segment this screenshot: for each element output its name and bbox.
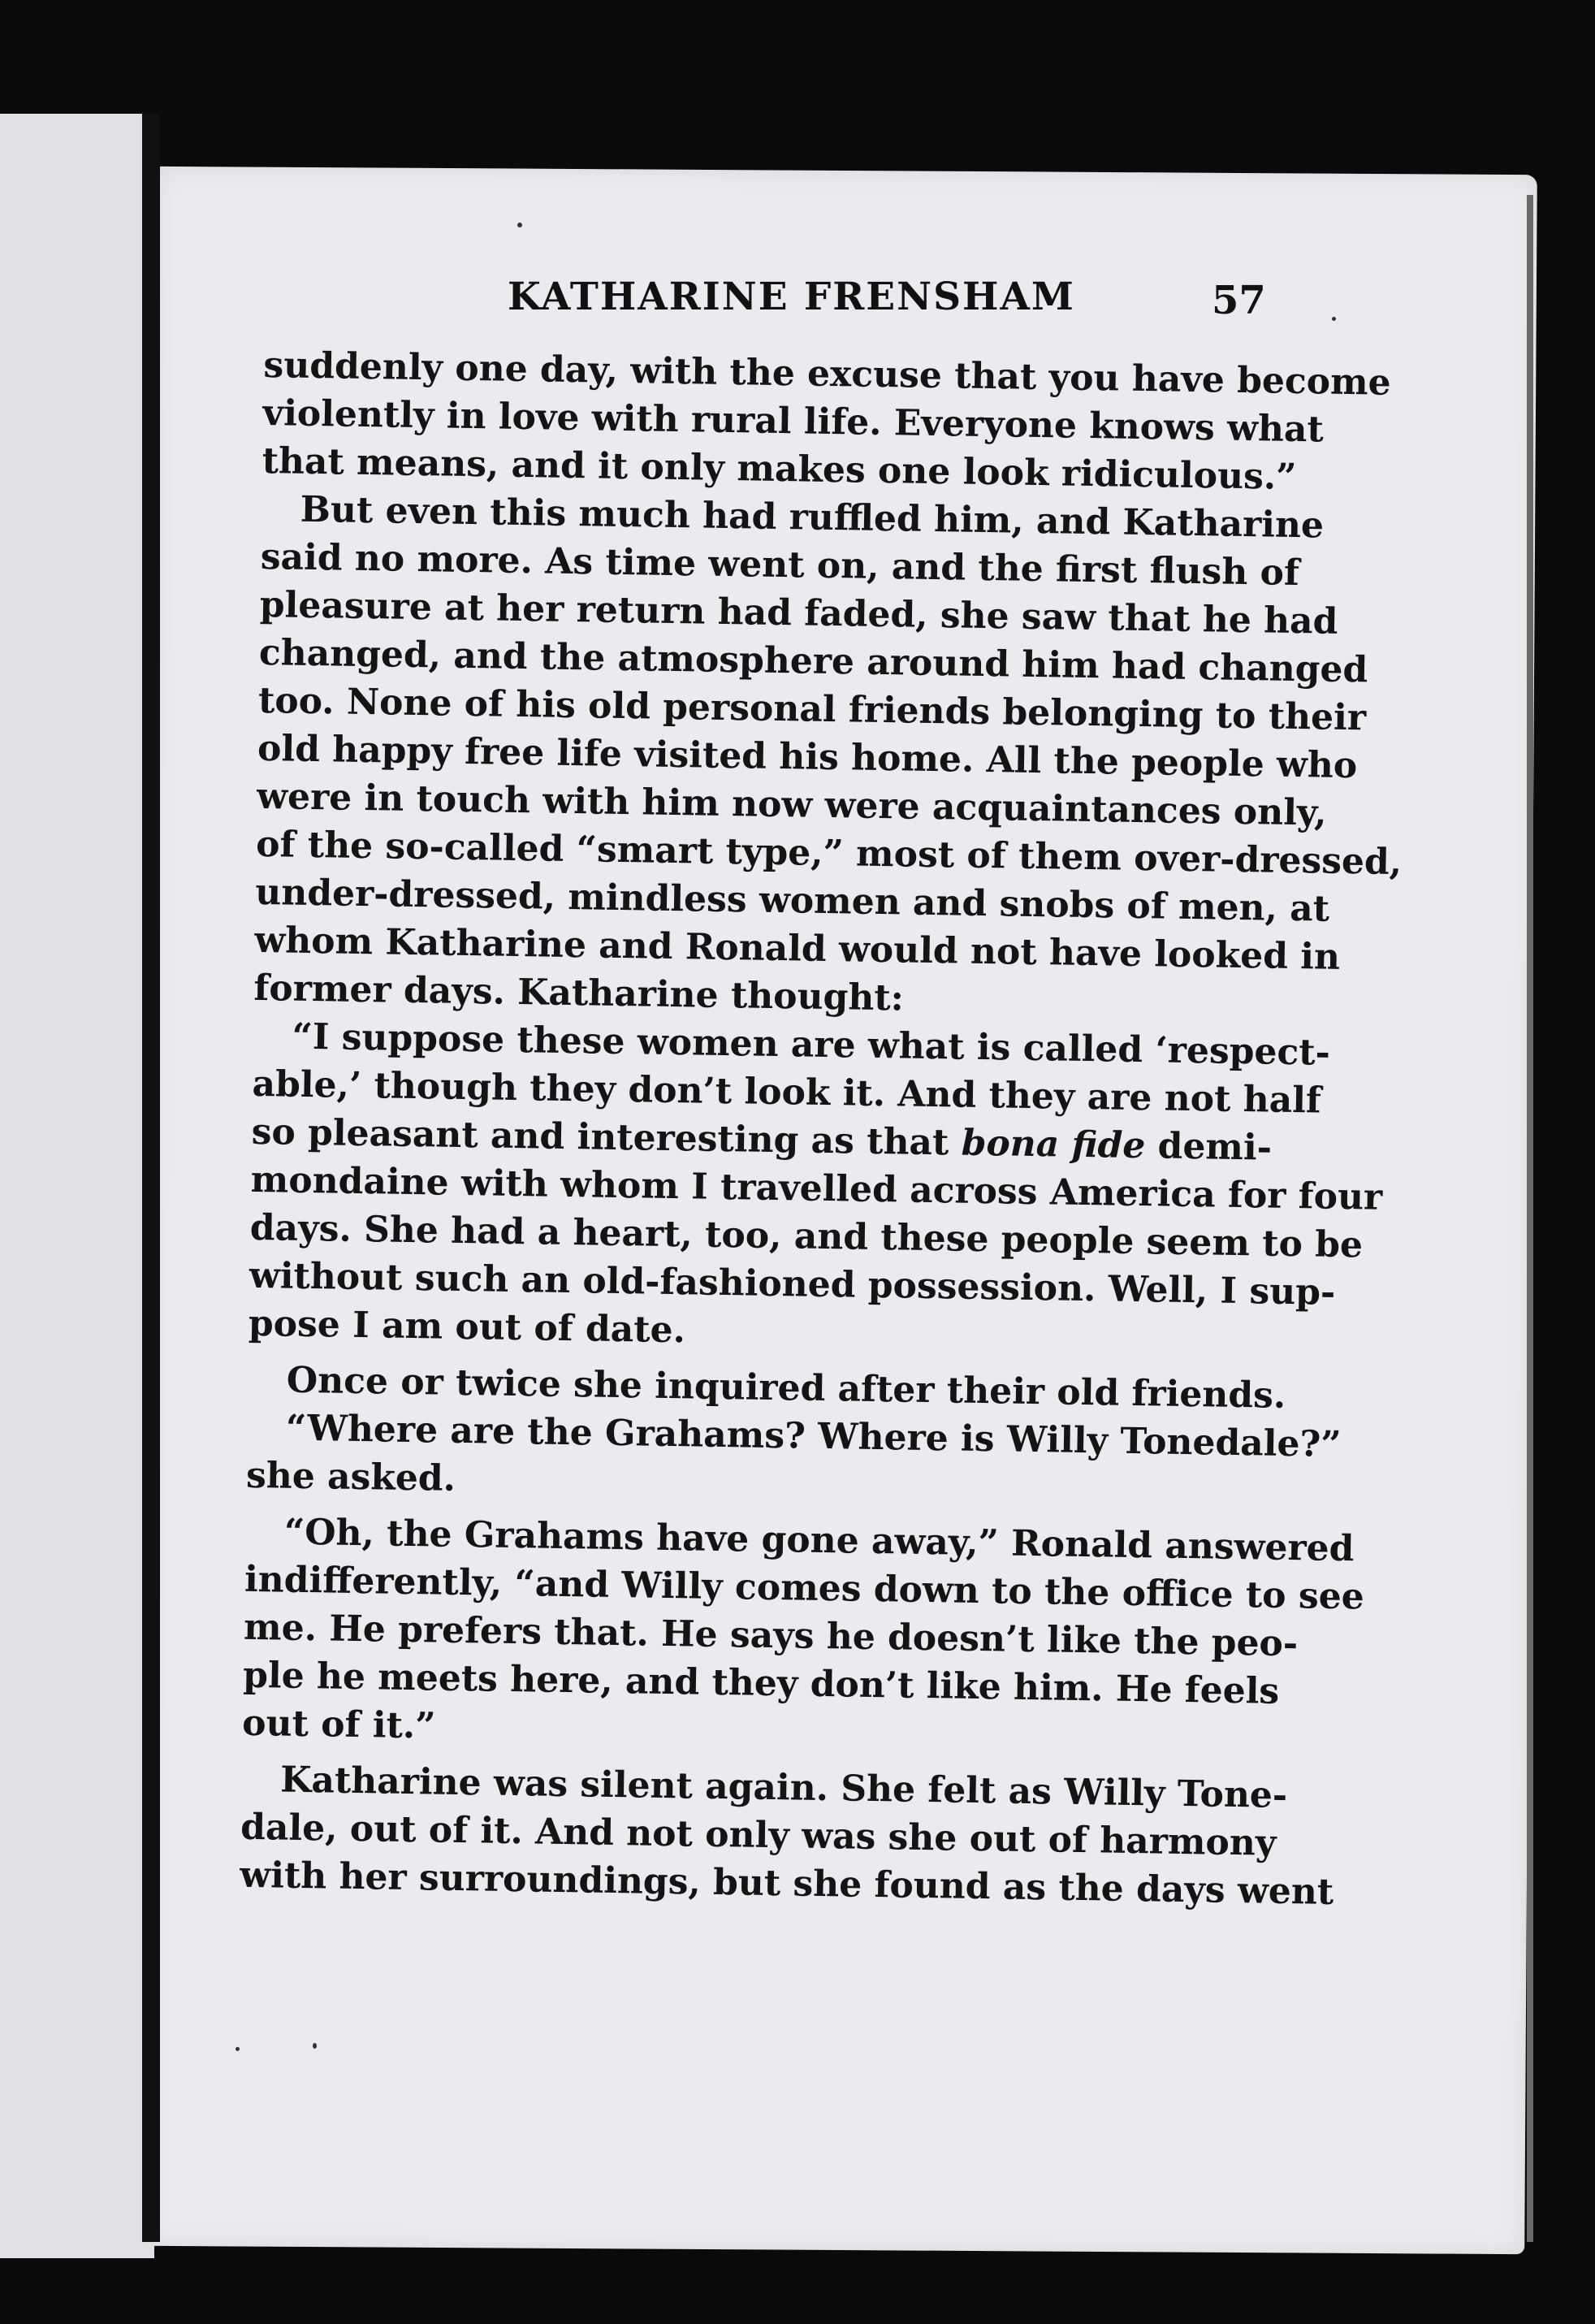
text-line: “I suppose these women are what is called ‘respect- xyxy=(292,1015,1331,1074)
text-line: former days. Katharine thought: xyxy=(253,967,905,1019)
text-line: Katharine was silent again. She felt as Willy Tone- xyxy=(279,1759,1288,1817)
page-number: 57 xyxy=(1212,278,1266,323)
text-line: me. He prefers that. He says he doesn’t like the peo- xyxy=(243,1606,1299,1665)
text-line: ple he meets here, and they don’t like him. He feels xyxy=(242,1654,1280,1712)
text-line: old happy free life visited his home. All the people who xyxy=(257,727,1358,787)
text-line: changed, and the atmosphere around him had changed xyxy=(258,631,1368,691)
text-line: pose I am out of date. xyxy=(248,1302,686,1352)
text-line: that means, and it only makes one look ridiculous.” xyxy=(262,439,1297,498)
text-line: violently in love with rural life. Everyone knows what xyxy=(262,392,1325,451)
text-line: mondaine with whom I travelled across America for four xyxy=(250,1158,1383,1218)
text-line: out of it.” xyxy=(241,1702,436,1747)
text-line: too. None of his old personal friends belonging to their xyxy=(257,679,1367,739)
dust-speck xyxy=(313,2043,317,2049)
text-line: able,’ though they don’t look it. And they are not half xyxy=(252,1062,1322,1122)
text-line: dale, out of it. And not only was she out of harmony xyxy=(240,1806,1277,1864)
dust-speck xyxy=(236,2047,240,2051)
body-text xyxy=(239,341,1403,1915)
dust-speck xyxy=(1332,317,1336,321)
text-line: pleasure at her return had faded, she saw that he had xyxy=(259,583,1338,643)
italic-phrase: bona fide xyxy=(961,1122,1146,1167)
text-line: under-dressed, mindless women and snobs of men, at xyxy=(254,871,1330,930)
text-line: Once or twice she inquired after their old friends. xyxy=(286,1359,1286,1417)
text-line: days. She had a heart, too, and these people seem to be xyxy=(249,1206,1364,1266)
facing-page-edge xyxy=(0,114,154,2258)
text-line: she asked. xyxy=(245,1454,456,1500)
dust-speck xyxy=(517,223,522,227)
text-line: were in touch with him now were acquaintances only, xyxy=(256,775,1327,834)
text-line: suddenly one day, with the excuse that you have become xyxy=(263,344,1392,404)
text-line: whom Katharine and Ronald would not have looked in xyxy=(254,919,1341,978)
text-line: “Where are the Grahams? Where is Willy Tonedale?” xyxy=(285,1407,1342,1466)
running-head: KATHARINE FRENSHAM xyxy=(508,275,1075,319)
page-edge-shadow xyxy=(1527,195,1533,2242)
text-line: with her surroundings, but she found as the days went xyxy=(239,1854,1334,1913)
book-spine xyxy=(142,114,160,2242)
text-line: without such an old-fashioned possession. Well, I sup- xyxy=(249,1254,1336,1313)
text-line: “Oh, the Grahams have gone away,” Ronald answered xyxy=(283,1511,1355,1570)
text-line: of the so-called “smart type,” most of them over-dressed, xyxy=(255,823,1403,884)
text-line: indifferently, “and Willy comes down to the office to see xyxy=(244,1558,1365,1618)
text-line: said no more. As time went on, and the first flush of xyxy=(260,535,1300,595)
text-segment: demi- xyxy=(1144,1125,1273,1169)
text-line: But even this much had ruffled him, and Katharine xyxy=(300,488,1325,547)
text-segment: so pleasant and interesting as that xyxy=(251,1110,962,1164)
